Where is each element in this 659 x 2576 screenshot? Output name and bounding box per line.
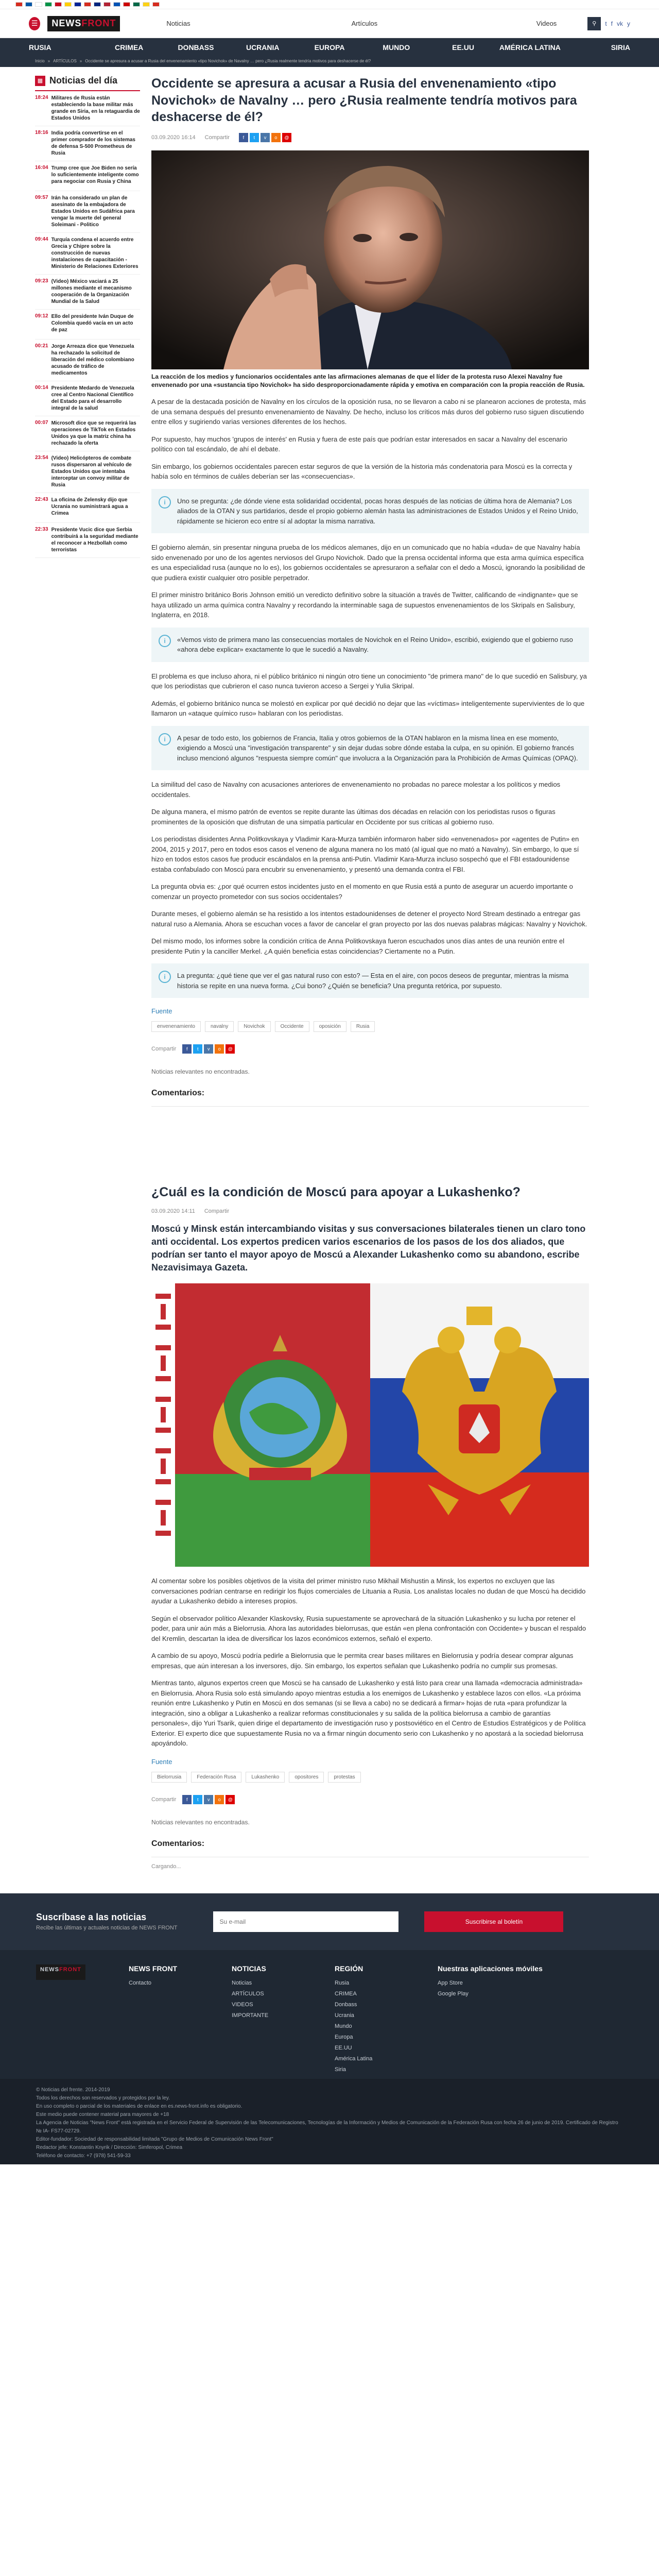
nav-america-latina[interactable]: AMÉRICA LATINA: [499, 43, 561, 52]
footer-col-title: Nuestras aplicaciones móviles: [438, 1964, 543, 1973]
news-headline[interactable]: La oficina de Zelensky dijo que Ucrania no suministrará agua a Crimea: [51, 497, 128, 516]
nav-europa[interactable]: EUROPA: [314, 43, 345, 52]
language-flag[interactable]: [152, 2, 160, 7]
paragraph: Por supuesto, hay muchos 'grupos de interés' en Rusia y fuera de este país que podrían estar interesados en sacar a Navalny del escenario político con tal escándalo, de ahí el debate.: [151, 435, 567, 453]
vk-share-icon[interactable]: v: [204, 1795, 213, 1804]
youtube-icon[interactable]: y: [627, 20, 630, 27]
nav-eeuu[interactable]: EE.UU: [452, 43, 474, 52]
sidebar-news-item[interactable]: [35, 161, 140, 191]
language-flag[interactable]: [45, 2, 52, 7]
twitter-icon[interactable]: t: [605, 20, 607, 27]
paragraph: A pesar de la destacada posición de Navalny en los círculos de la oposición rusa, no se llevaron a cabo ni se planearon acciones de protesta, más de una semana después del presunto envenenamiento de Navalny. De hecho, incluso los críticos más duros del gobierno ruso siguen discutiendo entre ellos y sugiriendo varias versiones diferentes de los hechos.: [151, 398, 586, 426]
paragraph: Según el observador político Alexander Klaskovsky, Rusia supuestamente se aprovechará de la situación Lukashenko y su lucha por retener el poder, para unir aún más a Bielorrusia. Ahora las autoridades bielorrusas, que están «en plena confrontación con Occidente» y buscan el respaldo del Kremlin, descartan la idea de diversificar los lazos económicos externos, señaló el experto.: [151, 1614, 586, 1642]
breadcrumb-home[interactable]: Inicio: [35, 59, 45, 63]
language-flag[interactable]: [103, 2, 111, 7]
comments-heading: Comentarios:: [151, 1089, 589, 1107]
news-headline[interactable]: Militares de Rusia están estableciendo la base militar más grande en Siria, en la retaguardia de Estados Unidos: [51, 95, 140, 121]
twitter-share-icon[interactable]: t: [193, 1044, 202, 1054]
news-time: 18:16: [35, 130, 48, 135]
share-label: Compartir: [204, 134, 230, 141]
share-buttons: [239, 133, 291, 142]
news-time: 09:12: [35, 313, 48, 319]
quote-text: La pregunta: ¿qué tiene que ver el gas natural ruso con esto? — Esta en el aire, con pocos deseos de preguntar, mientras la misma historia se repite en una nueva forma. ¿Cui bono? ¿Quién se beneficia? Una pregunta retórica, por supuesto.: [177, 972, 569, 990]
sidebar-news-item[interactable]: [35, 416, 140, 451]
news-time: 22:43: [35, 497, 48, 502]
article-title: Occidente se apresura a acusar a Rusia del envenenamiento «tipo Novichok» de Navalny … pero ¿Rusia realmente tendría motivos para deshacerse de él?: [151, 76, 577, 124]
quote-text: «Vemos visto de primera mano las consecuencias mortales de Novichok en el Reino Unido», escribió, exigiendo que el gobierno ruso «ahora debe explicar» exactamente lo que le sucedió a Navalny.: [177, 635, 573, 654]
site-header: [0, 9, 659, 38]
language-flag[interactable]: [55, 2, 62, 7]
paragraph: Los periodistas disidentes Anna Politkovskaya y Vladimir Kara-Murza también informaron haber sido «envenenados» por «agentes de Putin» en 2004, 2015 y 2017, pero en todos esos casos el veneno de alguna manera no los mató (al igual que no mató a Navalny). Sin embargo, lo que sí hizo en todos estos casos fue producir escándalos en la prensa anti-Putin. Vladimir Kara-Murza incluso sospechó que el FBI estadounidense estaba confabulado con Moscú para encubrir su envenenamiento, y presentó una demanda contra el FBI.: [151, 835, 579, 873]
nav-news[interactable]: Noticias: [166, 20, 190, 27]
language-flag[interactable]: [15, 2, 23, 7]
navalny-photo: [151, 150, 589, 369]
email-input[interactable]: [213, 1911, 398, 1932]
paragraph: La similitud del caso de Navalny con acusaciones anteriores de envenenamiento no probadas no parece molestar a los políticos y medios occidentales.: [151, 781, 561, 799]
quote-text: A pesar de todo esto, los gobiernos de Francia, Italia y otros gobiernos de la OTAN hablaron en la misma línea en ese momento, exigiendo a Moscú una "investigación transparente" y sin dejar dudas sobre dónde estaba la culpa, en su opinión. El gobierno francés incluso mencionó algunos "respuesta siempre común" que involucra a la Organización para la Prohibición de Armas Químicas (OPAQ).: [177, 734, 578, 762]
footer-link[interactable]: ARTÍCULOS: [232, 1990, 264, 1997]
footer-link[interactable]: Siria: [335, 2066, 346, 2073]
language-flag[interactable]: [143, 2, 150, 7]
language-flag[interactable]: [84, 2, 91, 7]
legal-line: © Noticias del frente. 2014-2019: [36, 2087, 110, 2093]
subscribe-subtitle: Recibe las últimas y actuales noticias de NEWS FRONT: [36, 1925, 178, 1931]
sidebar-news-item[interactable]: [35, 191, 140, 233]
facebook-share-icon[interactable]: f: [239, 133, 248, 142]
news-headline[interactable]: Ello del presidente Iván Duque de Colombia quedó vacía en un acto de paz: [51, 314, 134, 333]
nav-rusia[interactable]: RUSIA: [29, 43, 51, 52]
article-photo: [151, 1283, 589, 1567]
paragraph: El problema es que incluso ahora, ni el público británico ni ningún otro tiene un conocimiento "de primera mano" de lo que sucedió en Salisbury, ya que los periodistas que cubrieron el caso nunca tuvieron acceso a Sergei y Yulia Skripal.: [151, 672, 587, 690]
paragraph: Mientras tanto, algunos expertos creen que Moscú se ha cansado de Lukashenko y está listo para crear una llamada «democracia administrada» en Bielorrusia. Ahora Rusia solo está simulando apoyo mientras estudia a los enemigos de Lukashenko y establece lazos con ellos. «La próxima reunión entre Lukashenko y Putin en Moscú en dos semanas (si se lleva a cabo) no se dedicará a firmar» hojas de ruta «para profundizar la integración, sino a obligar a Lukashenko a realizar reformas constitucionales y su salida de la política bielorrusa a cambio de garantías personales», dijo Yuri Tsarik, quien dirige el departamento de investigación ruso y postsoviético en el Centro de Estudios Estratégicos y de Política Exterior. El experto dice que supuestamente Rusia no va a firmar ningún documento serio con Lukashenko y no apostará a la sociedad bielorrusa apoyándolo.: [151, 1679, 586, 1748]
twitter-share-icon[interactable]: t: [250, 133, 259, 142]
nav-articles[interactable]: Artículos: [351, 20, 378, 27]
breadcrumb: [0, 57, 659, 67]
share-label: Compartir: [204, 1208, 230, 1214]
tag[interactable]: Rusia: [351, 1021, 375, 1032]
legal-line: Este medio puede contener material para mayores de +18: [36, 2111, 169, 2117]
article-navalny: [151, 75, 589, 1107]
paragraph: El gobierno alemán, sin presentar ninguna prueba de los médicos alemanes, dijo en un comunicado que no había «duda» de que Navalny había sido envenenado por uno de los agentes nerviosos del Grupo Novichok. Dado que la prensa occidental informa que esta arma química específica es una especialidad rusa (aunque no lo es), los gobiernos occidentales se apresuraron a señalar con el dedo a Moscú, ignorando la posibilidad de que pudiera existir cualquier otro posible perpetrador.: [151, 544, 585, 582]
tag-list: [151, 1021, 589, 1032]
legal-line: En uso completo o parcial de los materiales de enlace en es.news-front.info es obligatorio.: [36, 2103, 242, 2109]
site-logo[interactable]: NEWSFRONT: [47, 16, 120, 31]
footer-link[interactable]: CRIMEA: [335, 1990, 357, 1997]
region-nav: [0, 38, 659, 57]
news-headline[interactable]: Irán ha considerado un plan de asesinato de la embajadora de Estados Unidos en Sudáfrica para vengar la muerte del general Soleimani - Politico: [51, 195, 135, 228]
news-time: 18:24: [35, 95, 48, 100]
quote-box: [151, 726, 589, 771]
sidebar-news-item[interactable]: [35, 126, 140, 161]
paragraph: Del mismo modo, los informes sobre la condición crítica de Anna Politkovskaya fueron escuchados unos días antes de una reunión entre el presidente Putin y la canciller Merkel. ¿A quién beneficia estas coincidencias? Ciertamente no a Putin.: [151, 937, 565, 955]
ok-share-icon[interactable]: o: [215, 1795, 224, 1804]
sidebar-news-item[interactable]: [35, 91, 140, 126]
news-headline[interactable]: Presidente Medardo de Venezuela cree al Centro Nacional Científico del Estado para el desarrollo integral de la salud: [51, 385, 134, 411]
nav-ucrania[interactable]: UCRANIA: [246, 43, 280, 52]
news-time: 09:23: [35, 278, 48, 284]
article-photo: [151, 150, 589, 369]
calendar-icon: ▦: [35, 76, 45, 86]
info-icon: i: [159, 971, 171, 983]
tag[interactable]: Novichok: [238, 1021, 270, 1032]
main-content: [151, 75, 589, 1870]
footer-col-title: REGIÓN: [335, 1964, 363, 1973]
info-icon: i: [159, 635, 171, 647]
paragraph: A cambio de su apoyo, Moscú podría pedirle a Bielorrusia que le permita crear bases militares en Bielorrusia y podría desear comprar algunas empresas, que aún interesan a los inversores, dijo. Sin embargo, los expertos señalan que Lukashenko podría no cumplir sus promesas.: [151, 1652, 574, 1670]
breadcrumb-articles[interactable]: ARTÍCULOS: [53, 59, 77, 63]
footer-link[interactable]: Mundo: [335, 2023, 352, 2029]
footer-link[interactable]: Europa: [335, 2033, 353, 2040]
mail-share-icon[interactable]: @: [226, 1044, 235, 1054]
language-flag[interactable]: [74, 2, 81, 7]
sidebar-news-item[interactable]: [35, 523, 140, 558]
news-time: 22:33: [35, 527, 48, 532]
footer-link[interactable]: App Store: [438, 1979, 463, 1986]
news-time: 00:14: [35, 385, 48, 391]
nav-videos[interactable]: Videos: [536, 20, 557, 27]
sidebar-news-item[interactable]: [35, 233, 140, 275]
language-flag[interactable]: [25, 2, 32, 7]
footer-link[interactable]: EE.UU: [335, 2044, 352, 2051]
language-bar: [0, 0, 659, 9]
footer-col-title: NEWS FRONT: [129, 1964, 178, 1973]
nav-crimea[interactable]: CRIMEA: [115, 43, 144, 52]
quote-box: [151, 489, 589, 534]
legal-line: Todos los derechos son reservados y protegidos por la ley.: [36, 2095, 170, 2101]
source-link[interactable]: Fuente: [151, 1757, 172, 1766]
comments-heading: Comentarios:: [151, 1839, 589, 1857]
tag-list: [151, 1772, 589, 1783]
tag[interactable]: Federación Rusa: [191, 1772, 241, 1783]
paragraph: De alguna manera, el mismo patrón de eventos se repite durante las últimas dos décadas en relación con los periodistas rusos o figuras prominentes de la oposición que disfrutan de una simpatía particular en Occidente por sus críticas al gobierno ruso.: [151, 808, 556, 826]
news-time: 09:44: [35, 236, 48, 242]
facebook-share-icon[interactable]: f: [182, 1044, 192, 1054]
article-date: 03.09.2020 16:14: [151, 134, 196, 141]
info-icon: i: [159, 733, 171, 745]
breadcrumb-sep: »: [79, 59, 82, 63]
twitter-share-icon[interactable]: t: [193, 1795, 202, 1804]
nav-donbass[interactable]: DONBASS: [178, 43, 214, 52]
nav-mundo[interactable]: MUNDO: [383, 43, 410, 52]
tag[interactable]: Occidente: [275, 1021, 309, 1032]
vk-share-icon[interactable]: v: [261, 133, 270, 142]
article-date: 03.09.2020 14:11: [151, 1208, 195, 1214]
footer-link[interactable]: Rusia: [335, 1979, 350, 1986]
language-flag[interactable]: [94, 2, 101, 7]
news-headline[interactable]: Presidente Vucic dice que Serbia contribuirá a la seguridad mediante el reconocer a Hezbollah como terroristas: [51, 527, 138, 553]
subscribe-title: Suscríbase a las noticias: [36, 1912, 147, 1923]
paragraph: Además, el gobierno británico nunca se molestó en explicar por qué decidió no dejar que las «víctimas» inteligentemente supervivientes de lo que llamaron un «ataque químico ruso» hablaran con los periodistas.: [151, 699, 585, 718]
legal-notice: [0, 2079, 659, 2164]
paragraph: El primer ministro británico Boris Johnson emitió un veredicto definitivo sobre la situación a través de Twitter, calificando de «indignante» que se haya utilizado un arma química contra Navalny y recordando la interminable saga de supuestos envenenamientos de los Skripals en Salisbury, Inglaterra, en 2018.: [151, 591, 578, 619]
footer-link[interactable]: IMPORTANTE: [232, 2012, 269, 2019]
footer-link[interactable]: Google Play: [438, 1990, 469, 1997]
language-flag[interactable]: [64, 2, 72, 7]
quote-box: [151, 628, 589, 662]
breadcrumb-sep: »: [47, 59, 50, 63]
belarus-flag-image: [151, 1283, 370, 1567]
language-flag[interactable]: [113, 2, 120, 7]
article-title: ¿Cuál es la condición de Moscú para apoyar a Lukashenko?: [151, 1185, 521, 1200]
news-headline[interactable]: (Video) México vaciará a 25 millones mediante el mecanismo cooperación de la Organización Mundial de la Salud: [51, 279, 132, 304]
source-link[interactable]: Fuente: [151, 1007, 172, 1015]
footer-link[interactable]: Contacto: [129, 1979, 152, 1986]
vk-share-icon[interactable]: v: [204, 1044, 213, 1054]
sidebar-news-item[interactable]: [35, 381, 140, 416]
paragraph: Sin embargo, los gobiernos occidentales parecen estar seguros de que la versión de la historia más condenatoria para Moscú es la correcta y había solo en términos de cuáles deberían ser las «consecuencias».: [151, 462, 573, 481]
facebook-share-icon[interactable]: f: [182, 1795, 192, 1804]
footer-link[interactable]: Donbass: [335, 2001, 357, 2008]
tag[interactable]: navalny: [205, 1021, 234, 1032]
tag[interactable]: Lukashenko: [246, 1772, 285, 1783]
ok-share-icon[interactable]: o: [271, 133, 281, 142]
tag[interactable]: envenenamiento: [151, 1021, 201, 1032]
news-headline[interactable]: Trump cree que Joe Biden no sería lo suficientemente inteligente como para negociar con Rusia y China: [51, 165, 139, 184]
news-time: 00:21: [35, 343, 48, 349]
news-headline[interactable]: India podría convertirse en el primer comprador de los sistemas de defensa S-500 Prometheus de Rusia: [51, 130, 135, 156]
facebook-icon[interactable]: f: [611, 20, 613, 27]
news-time: 16:04: [35, 165, 48, 171]
language-flag[interactable]: [133, 2, 140, 7]
news-headline[interactable]: (Video) Helicópteros de combate rusos dispersaron al vehículo de Estados Unidos que intentaba interceptar un convoy militar de Rusia: [51, 455, 132, 488]
info-icon: i: [159, 496, 171, 509]
ok-share-icon[interactable]: o: [215, 1044, 224, 1054]
mail-share-icon[interactable]: @: [282, 133, 291, 142]
tag[interactable]: opositores: [289, 1772, 324, 1783]
footer-link[interactable]: Noticias: [232, 1979, 252, 1986]
news-headline[interactable]: Jorge Arreaza dice que Venezuela ha rechazado la solicitud de liberación del médico colombiano acusado de tráfico de medicamentos: [51, 344, 134, 376]
nav-siria[interactable]: SIRIA: [611, 43, 631, 52]
legal-line: Editor-fundador: Sociedad de responsabilidad limitada "Grupo de Medios de Comunicación News Front": [36, 2136, 273, 2142]
share-bar: [151, 1795, 589, 1804]
related-news: Noticias relevantes no encontradas.: [151, 1818, 250, 1826]
vk-icon[interactable]: vk: [617, 20, 623, 27]
sidebar-news-item[interactable]: [35, 310, 140, 340]
quote-box: [151, 963, 589, 998]
sidebar-news-item[interactable]: [35, 493, 140, 523]
russia-flag-image: [370, 1283, 589, 1567]
news-sidebar: [35, 75, 140, 1870]
subscribe-button[interactable]: Suscribirse al boletín: [424, 1911, 563, 1932]
menu-icon[interactable]: ☰: [29, 17, 40, 30]
paragraph: Al comentar sobre los posibles objetivos de la visita del primer ministro ruso Mikhail Mishustin a Minsk, los expertos no excluyen que las conversaciones podrían centrarse en redirigir los flujos comerciales de Lituania a Rusia. Los analistas locales no dudan de que Moscú ha decidido ayudar a Lukashenko debido a intereses propios.: [151, 1577, 586, 1605]
legal-line: Teléfono de contacto: +7 (978) 541-59-33: [36, 2153, 131, 2159]
loading-indicator: Cargando...: [151, 1863, 181, 1870]
legal-line: La Agencia de Noticias "News Front" está registrada en el Servicio Federal de Supervisión de las Telecomunicaciones, Tecnologías de la Información y Medios de Comunicación de la Federación Rusa con fecha 26 de junio de 2019. Certificado de Registro № IA- FS77-02729.: [36, 2120, 618, 2134]
sidebar-title: Noticias del día: [49, 75, 118, 86]
photo-caption: La reacción de los medios y funcionarios occidentales ante las afirmaciones alemanas de que el líder de la protesta ruso Alexei Navalny fue envenenado por una «sustancia tipo Novichok» ha sido desproporcionadamente rápida y emotiva en comparación con la propia reacción de Rusia.: [151, 372, 585, 389]
news-time: 23:54: [35, 455, 48, 461]
sidebar-news-item[interactable]: [35, 275, 140, 310]
article-lukashenko: [151, 1184, 589, 1870]
tag[interactable]: oposición: [314, 1021, 346, 1032]
news-time: 00:07: [35, 420, 48, 426]
tag[interactable]: Bielorrusia: [151, 1772, 187, 1783]
language-flag[interactable]: [35, 2, 42, 7]
footer-link[interactable]: Ucrania: [335, 2012, 354, 2019]
legal-line: Redactor jefe: Konstantin Knyrik / Dirección: Simferopol, Crimea: [36, 2144, 183, 2150]
tag[interactable]: protestas: [328, 1772, 360, 1783]
news-headline[interactable]: Microsoft dice que se requerirá las operaciones de TikTok en Estados Unidos ya que la matriz china ha rechazado la oferta: [51, 420, 136, 446]
site-footer: [0, 1950, 659, 2079]
share-bar: [151, 1044, 589, 1054]
sidebar-news-item[interactable]: [35, 340, 140, 381]
newsletter-subscribe: [0, 1893, 659, 1950]
footer-link[interactable]: VIDEOS: [232, 2001, 253, 2008]
related-news: Noticias relevantes no encontradas.: [151, 1068, 250, 1076]
paragraph: Durante meses, el gobierno alemán se ha resistido a los intentos estadounidenses de detener el proyecto Nord Stream destinado a entregar gas natural ruso a Alemania. Ahora se escuchan voces a favor de cancelar el gran proyecto por las dos nuevas palabras mágicas: Navalny y Novichok.: [151, 910, 587, 928]
footer-link[interactable]: América Latina: [335, 2055, 373, 2062]
breadcrumb-current: Occidente se apresura a acusar a Rusia del envenenamiento «tipo Novichok» de Navalny … pero ¿Rusia realmente tendría motivos para deshacerse de él?: [85, 59, 371, 63]
news-headline[interactable]: Turquía condena el acuerdo entre Grecia y Chipre sobre la construcción de nuevas instalaciones de capacitación - Ministerio de Relaciones Exteriores: [51, 237, 138, 269]
share-label: Compartir: [151, 1796, 177, 1803]
share-label: Compartir: [151, 1046, 177, 1053]
footer-col-title: NOTICIAS: [232, 1964, 266, 1973]
article-lead: Moscú y Minsk están intercambiando visitas y sus conversaciones bilaterales tienen un claro tono anti occidental. Los expertos predicen varios escenarios de los pasos de los dos aliados, que podrían ser tanto el mayor apoyo de Moscú a Alexander Lukashenko como su abandono, escribe Nezavisimaya Gazeta.: [151, 1223, 586, 1273]
news-time: 09:57: [35, 195, 48, 200]
header-nav: [166, 20, 557, 27]
quote-text: Uno se pregunta: ¿de dónde viene esta solidaridad occidental, pocas horas después de las noticias de última hora de Alemania? Los aliados de la OTAN y sus partidarios, desde el propio gobierno alemán hasta las administraciones de Estados Unidos y el Reino Unido, rápidamente se hicieron eco entre sí al adoptar la misma narrativa.: [177, 497, 578, 525]
mail-share-icon[interactable]: @: [226, 1795, 235, 1804]
sidebar-news-item[interactable]: [35, 451, 140, 493]
search-icon[interactable]: ⚲: [587, 17, 601, 30]
language-flag[interactable]: [123, 2, 130, 7]
paragraph: La pregunta obvia es: ¿por qué ocurren estos incidentes justo en el momento en que Rusia está a punto de asegurar un acuerdo importante o comenzar un proyecto prometedor con sus socios occidentales?: [151, 883, 573, 901]
footer-logo[interactable]: NEWSFRONT: [36, 1964, 85, 1980]
